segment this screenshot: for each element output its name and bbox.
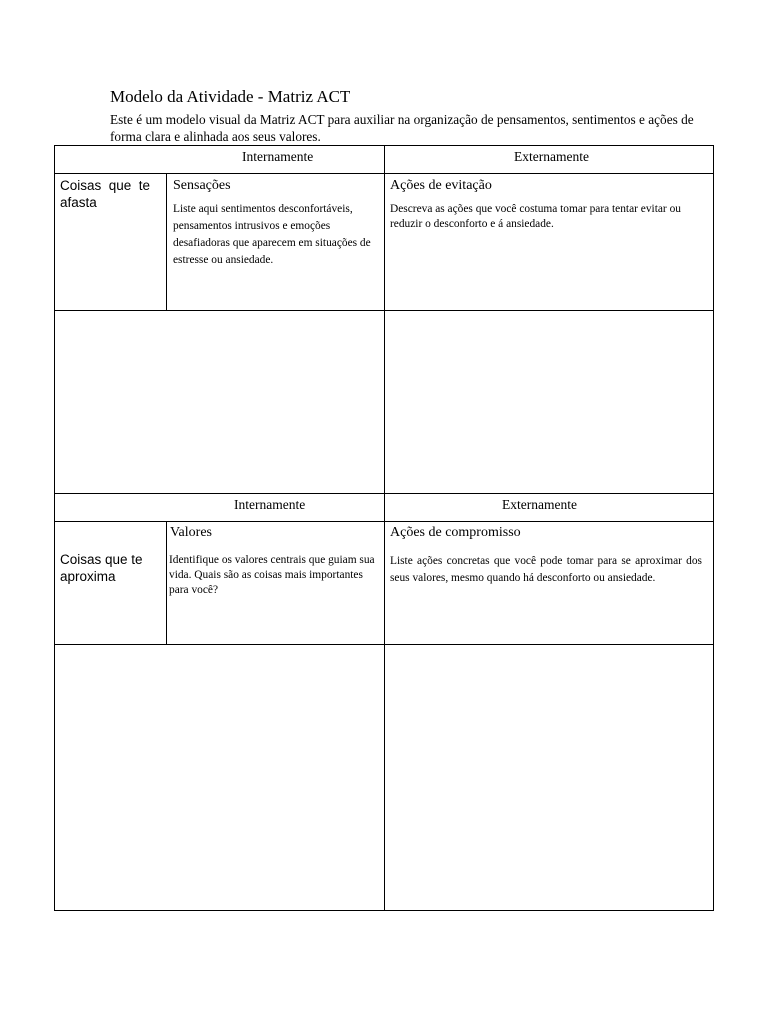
- section-2-header-external: Externamente: [502, 497, 577, 512]
- matrix-center-divider: [384, 145, 385, 911]
- section-2-header-internal: Internamente: [234, 497, 306, 512]
- section-1-side-label: Coisas que te afasta: [60, 178, 150, 210]
- section-1-row-divider: [54, 310, 714, 311]
- document-intro: Este é um modelo visual da Matriz ACT para auxiliar na organização de pensamentos, sentimentos e ações de forma clara e alinhada aos seus valores.: [110, 112, 694, 144]
- section-2-label-divider: [166, 521, 167, 644]
- section-1-label-divider: [166, 173, 167, 310]
- section-2-external-description: Liste ações concretas que você pode tomar para se aproximar dos seus valores, mesmo quando há desconforto ou ansiedade.: [390, 555, 702, 584]
- section-2-internal-description: Identifique os valores centrais que guiam sua vida. Quais são as coisas mais importantes para você?: [169, 554, 375, 596]
- section-1-external-title: Ações de evitação: [390, 178, 492, 193]
- section-2-header-divider: [54, 521, 714, 522]
- section-1-internal-description: Liste aqui sentimentos desconfortáveis, pensamentos intrusivos e emoções desafiadoras que aparecem em situações de estresse ou ansiedade.: [173, 203, 371, 266]
- section-divider: [54, 493, 714, 494]
- section-2-side-label: Coisas que te aproxima: [60, 552, 143, 584]
- section-2-internal-title: Valores: [170, 525, 212, 540]
- section-1-header-divider: [54, 173, 714, 174]
- section-1-external-description: Descreva as ações que você costuma tomar para tentar evitar ou reduzir o desconforto e á ansiedade.: [390, 203, 681, 230]
- document-title: Modelo da Atividade - Matriz ACT: [110, 87, 351, 106]
- section-1-internal-title: Sensações: [173, 178, 231, 193]
- section-1-header-external: Externamente: [514, 149, 589, 164]
- section-2-row-divider: [54, 644, 714, 645]
- section-1-header-internal: Internamente: [242, 149, 314, 164]
- section-2-external-title: Ações de compromisso: [390, 525, 521, 540]
